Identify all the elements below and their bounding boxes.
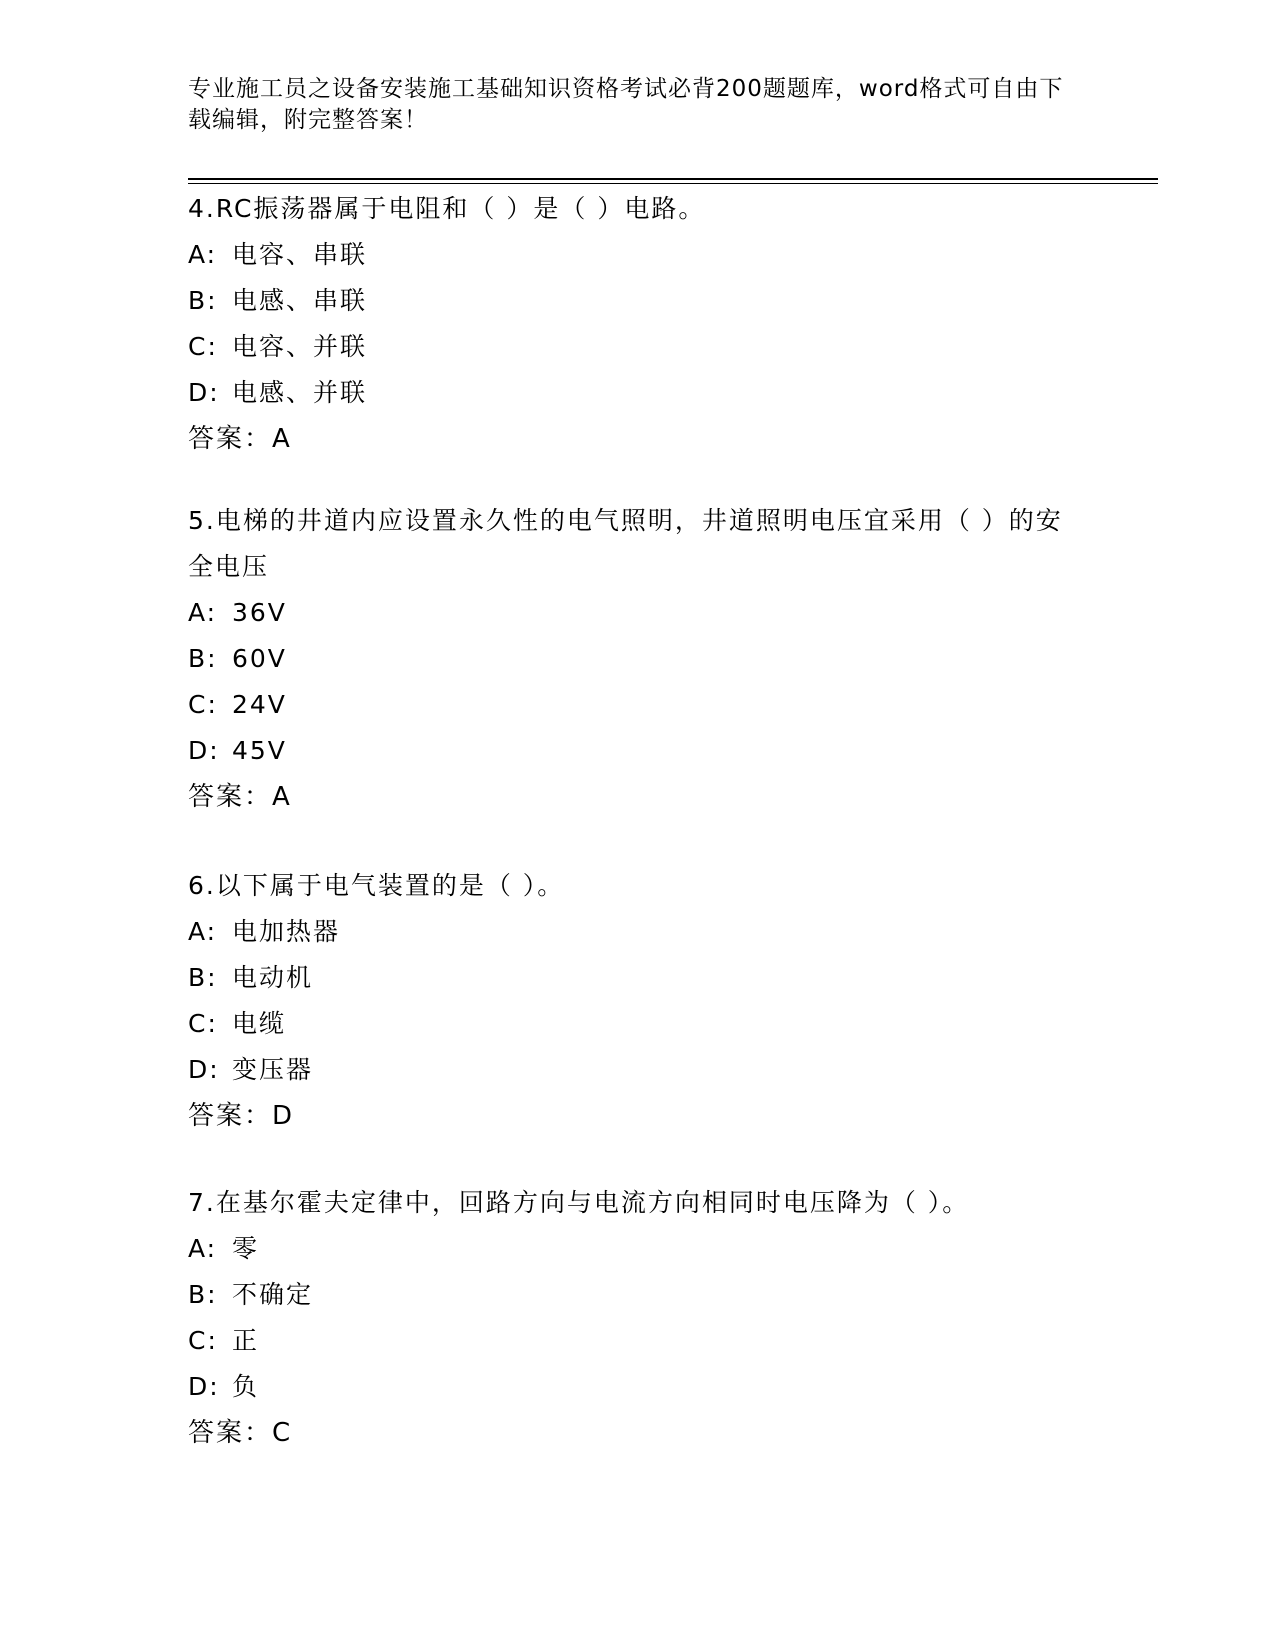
option-text: 负 <box>232 1372 260 1401</box>
option-key: D: <box>188 736 220 765</box>
option-key: C: <box>188 332 218 361</box>
question-5 <box>188 498 1068 820</box>
option-text: 45V <box>232 736 287 765</box>
option-c <box>188 1001 1088 1047</box>
question-7 <box>188 1180 1088 1456</box>
option-text: 电缆 <box>232 1009 287 1038</box>
option-d <box>188 370 1088 416</box>
option-b <box>188 278 1088 324</box>
option-key: A: <box>188 1234 218 1263</box>
answer-line <box>188 774 1068 820</box>
option-a <box>188 1226 1088 1272</box>
option-text: 60V <box>232 644 287 673</box>
answer-label: 答案： <box>188 1418 273 1448</box>
option-a <box>188 909 1088 955</box>
header-divider-thin <box>188 183 1158 184</box>
option-text: 电感、串联 <box>232 286 368 315</box>
document-title: 专业施工员之设备安装施工基础知识资格考试必背200题题库，word格式可自由下载编辑，附完整答案！ <box>188 76 1064 133</box>
question-stem: 5.电梯的井道内应设置永久性的电气照明，井道照明电压宜采用（ ）的安全电压 <box>188 506 1063 581</box>
question-stem: 4.RC振荡器属于电阻和（ ）是（ ）电路。 <box>188 194 706 223</box>
option-key: D: <box>188 378 220 407</box>
answer-label: 答案： <box>188 1101 273 1131</box>
answer-label: 答案： <box>188 424 273 454</box>
option-c <box>188 324 1088 370</box>
option-key: D: <box>188 1372 220 1401</box>
option-a <box>188 590 1068 636</box>
option-text: 零 <box>232 1234 260 1263</box>
option-text: 不确定 <box>232 1280 314 1309</box>
option-key: C: <box>188 1326 218 1355</box>
answer-label: 答案： <box>188 782 273 812</box>
option-key: A: <box>188 240 218 269</box>
option-key: B: <box>188 644 218 673</box>
option-d <box>188 728 1068 774</box>
answer-line <box>188 1410 1088 1456</box>
option-a <box>188 232 1088 278</box>
option-b <box>188 955 1088 1001</box>
answer-line <box>188 416 1088 462</box>
option-text: 电动机 <box>232 963 314 992</box>
option-key: C: <box>188 1009 218 1038</box>
question-stem: 7.在基尔霍夫定律中，回路方向与电流方向相同时电压降为（ ）。 <box>188 1188 970 1217</box>
option-text: 变压器 <box>232 1055 314 1084</box>
option-text: 电容、并联 <box>232 332 368 361</box>
answer-value: C <box>272 1418 291 1448</box>
option-key: B: <box>188 1280 218 1309</box>
answer-value: A <box>272 782 290 812</box>
answer-value: D <box>272 1101 293 1131</box>
option-text: 24V <box>232 690 287 719</box>
option-text: 电感、并联 <box>232 378 368 407</box>
option-key: B: <box>188 286 218 315</box>
option-key: D: <box>188 1055 220 1084</box>
header-divider-thick <box>188 178 1158 180</box>
option-b <box>188 636 1068 682</box>
option-key: C: <box>188 690 218 719</box>
option-d <box>188 1047 1088 1093</box>
option-b <box>188 1272 1088 1318</box>
option-text: 电加热器 <box>232 917 341 946</box>
option-c <box>188 682 1068 728</box>
option-key: A: <box>188 598 218 627</box>
option-key: A: <box>188 917 218 946</box>
option-text: 电容、串联 <box>232 240 368 269</box>
option-key: B: <box>188 963 218 992</box>
option-text: 正 <box>232 1326 260 1355</box>
question-4 <box>188 186 1088 462</box>
answer-line <box>188 1093 1088 1139</box>
option-text: 36V <box>232 598 287 627</box>
question-6 <box>188 863 1088 1139</box>
answer-value: A <box>272 424 290 454</box>
option-d <box>188 1364 1088 1410</box>
question-stem: 6.以下属于电气装置的是（ ）。 <box>188 871 565 900</box>
option-c <box>188 1318 1088 1364</box>
